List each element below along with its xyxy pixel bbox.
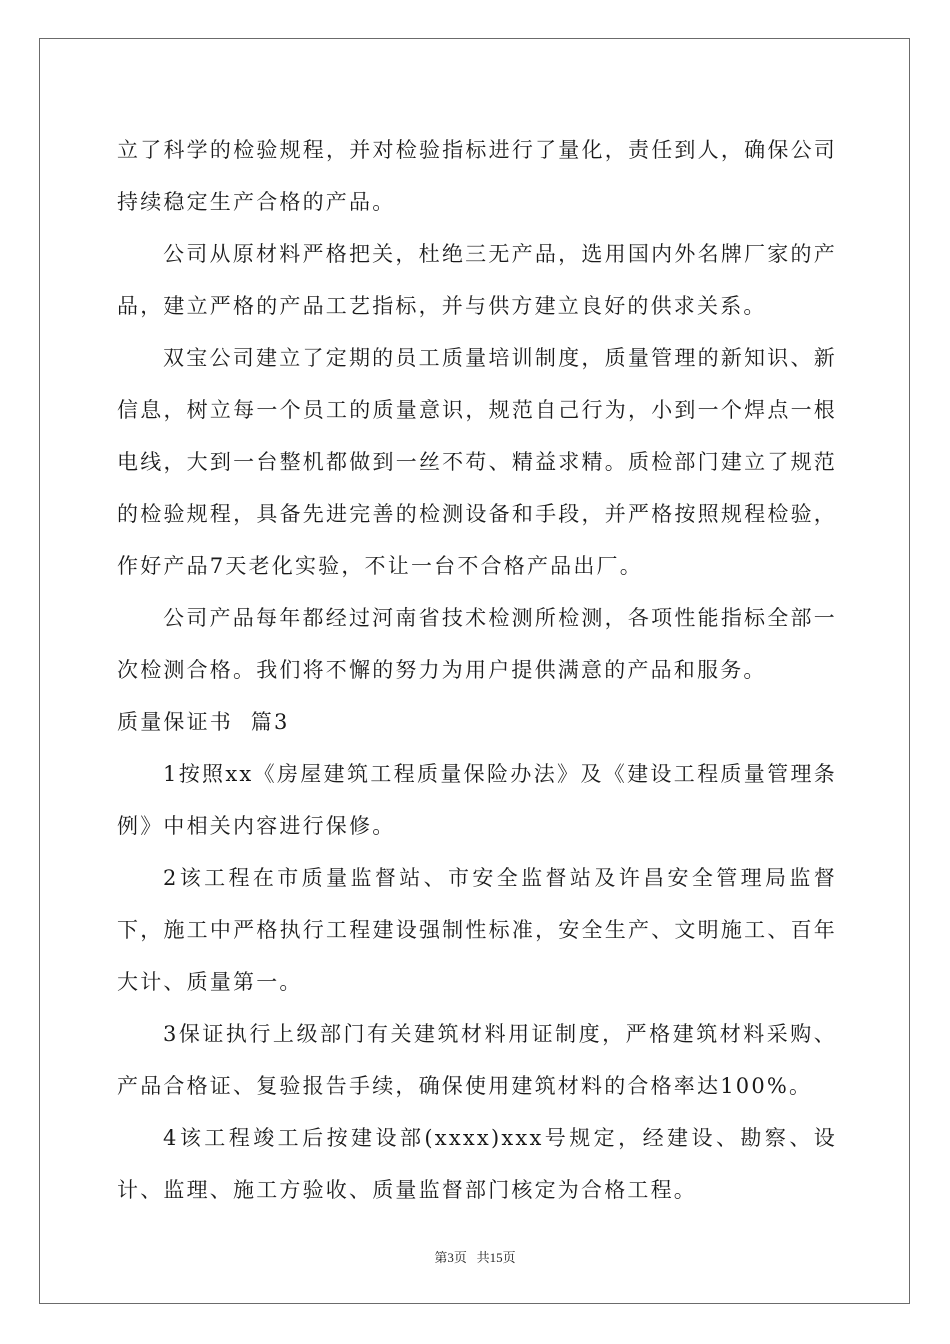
page-total: 共15页 [476,1250,516,1265]
section-paragraph-2: 2该工程在市质量监督站、市安全监督站及许昌安全管理局监督下，施工中严格执行工程建设强制性标准，安全生产、文明施工、百年大计、质量第一。 [117,866,837,994]
paragraph-2: 公司从原材料严格把关，杜绝三无产品，选用国内外名牌厂家的产品，建立严格的产品工艺指标，并与供方建立良好的供求关系。 [117,242,837,318]
section-heading: 质量保证书 篇3 [117,710,290,734]
page-number: 第3页 [434,1250,467,1265]
paragraph-3: 双宝公司建立了定期的员工质量培训制度，质量管理的新知识、新信息，树立每一个员工的质量意识，规范自己行为，小到一个焊点一根电线，大到一台整机都做到一丝不苟、精益求精。质检部门建立了规范的检验规程，具备先进完善的检测设备和手段，并严格按照规程检验，作好产品7天老化实验，不让一台不合格产品出厂。 [117,346,837,578]
document-body [117,124,837,1216]
section-paragraph-4: 4该工程竣工后按建设部(xxxx)xxx号规定，经建设、勘察、设计、监理、施工方验收、质量监督部门核定为合格工程。 [117,1126,837,1202]
paragraph-4: 公司产品每年都经过河南省技术检测所检测，各项性能指标全部一次检测合格。我们将不懈的努力为用户提供满意的产品和服务。 [117,606,837,682]
section-paragraph-3: 3保证执行上级部门有关建筑材料用证制度，严格建筑材料采购、产品合格证、复验报告手续，确保使用建筑材料的合格率达100%。 [117,1022,837,1098]
paragraph-1: 立了科学的检验规程，并对检验指标进行了量化，责任到人，确保公司持续稳定生产合格的产品。 [117,138,837,214]
page-footer [0,1247,950,1266]
section-paragraph-1: 1按照xx《房屋建筑工程质量保险办法》及《建设工程质量管理条例》中相关内容进行保修。 [117,762,837,838]
